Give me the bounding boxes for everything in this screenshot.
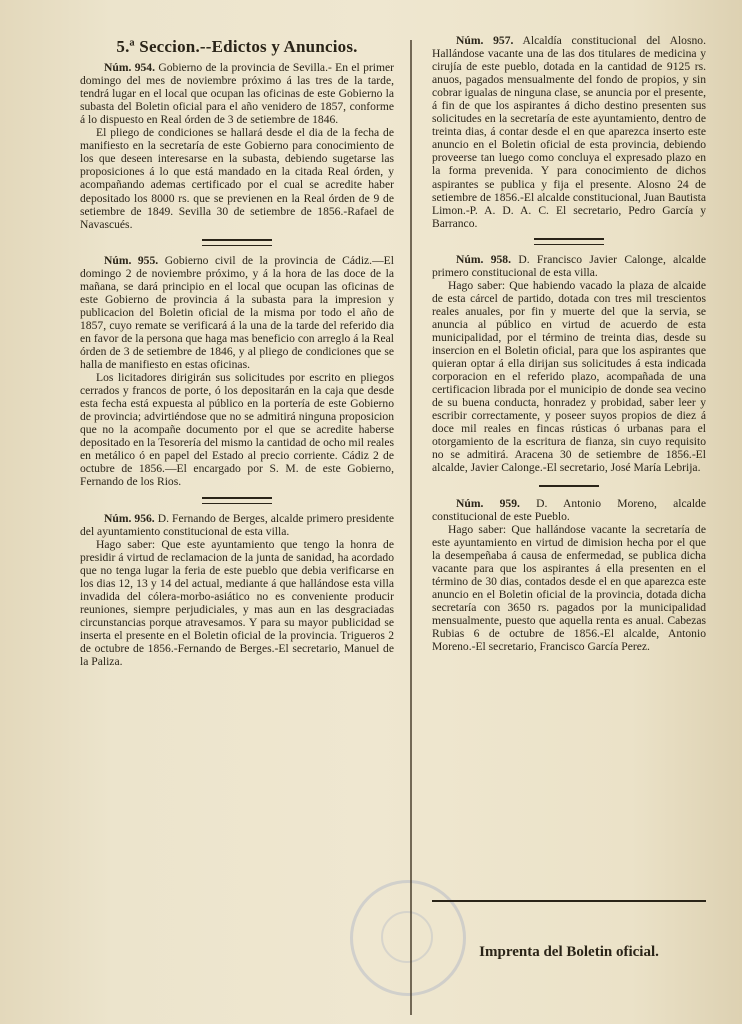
printer-imprint: Imprenta del Boletin oficial. <box>479 944 659 960</box>
notice-956-paragraph-1 <box>80 512 394 538</box>
notice-955-paragraph-2: Los licitadores dirigirán sus solicitudes por escrito en pliegos cerrados y francos de porte, ó los depositarán en la caja que desde esta fecha está expuesta al público en la portería de este Gobierno de provincia; advirtiéndose que no se admitirá ninguna proposicion que no la acompañe documento por el que se acredite haberse depositado en la Tesorería del mismo la cantidad de ocho mil reales en metálico ó en papel del Estado al precio corriente. Cádiz 2 de octubre de 1856.—El encargado por S. M. de este Gobierno, Fernando de los Rios. <box>80 371 394 489</box>
separator <box>202 497 272 504</box>
notice-958-number: Núm. 958. <box>456 252 511 266</box>
notice-959-text: D. Antonio Moreno, alcalde constitucional de este Pueblo. <box>432 496 706 523</box>
notice-954-paragraph-2: El pliego de condiciones se hallará desde el dia de la fecha de manifiesto en la secretaría de este Gobierno para conocimiento de los que deseen interesarse en la subasta, debiendo sugetarse las proposiciones á lo que está mandado en la citada Real órden, y acompañando ademas certificado por el cual se acredite haber depositado los 8000 rs. que se previenen en la Real órden de 9 de setiembre de 1849. Sevilla 30 de setiembre de 1856.-Rafael de Navascués. <box>80 126 394 231</box>
notice-959-paragraph-1 <box>432 497 706 523</box>
notice-957-text: Alcaldía constitucional del Alosno. Hallándose vacante una de las dos titulares de medicina y cirujía de este pueblo, dotada en la cantidad de 9125 rs. anuos, pagados mensualmente del fondo de propios, y sin cobrar igualas de ninguna clase, se anuncia por el presente, á fin de que los aspirantes á dicho destino presenten sus solicitudes en la secretaría de este ayuntamiento, dentro de treinta dias, á contar desde el en que aparezca inserto este anuncio en el Boletin oficial de esta provincia, debiendo proveerse tan luego como concluya el expresado plazo en la forma prevenida. Y para conocimiento de dichos aspirantes se publica y fija el presente. Alosno 24 de setiembre de 1856.-El alcalde constitucional, Juan Bautista Limon.-P. A. D. A. C. El secretario, Pedro García y Barranco. <box>432 34 706 230</box>
notice-956-paragraph-2: Hago saber: Que este ayuntamiento que tengo la honra de presidir á virtud de reclamacion de la junta de sanidad, ha acordado que no tenga lugar la feria de este pueblo que debia verificarse en los dias 12, 13 y 14 del actual, mediante á que hallándose esta villa invadida del cólera-morbo-asiático no es conveniente producir reuniones, siempre perjudiciales, y mas aun en las desgraciadas circunstancias porque atravesamos. Y para su mayor publicidad se inserta el presente en el Boletin oficial de la provincia. Trigueros 2 de octubre de 1856.-Fernando de Berges.-El secretario, Manuel de la Paliza. <box>80 537 394 669</box>
separator <box>202 239 272 246</box>
notice-956-number: Núm. 956. <box>104 511 155 525</box>
notice-958-paragraph-2: Hago saber: Que habiendo vacado la plaza de alcaide de esta cárcel de partido, dotada con tres mil trescientos reales anuales, por fin y muerte del que la servia, se anuncia al público en virtud de acuerdo de esta municipalidad, por el término de treinta dias, desde su insercion en el Boletin oficial, para que los aspirantes que quieran optar á ella dirijan sus solicitudes á esta indicada corporacion en el referido plazo, acompañada de una certificacion librada por el municipio de donde sea vecino de su buena conducta, honradez y probidad, saber leer y escribir correctamente, y poseer suyos propios de diez á doce mil reales en fincas rústicas ó urbanas para el otorgamiento de la escritura de fianza, sin cuyo requisito no se admitirá. Aracena 30 de setiembre de 1856.-El alcalde, Javier Calonge.-El secretario, José María Lebrija. <box>432 278 706 475</box>
notice-954-number: Núm. 954. <box>104 61 156 75</box>
library-stamp <box>350 880 466 996</box>
separator <box>534 238 604 245</box>
notice-955-number: Núm. 955. <box>104 253 159 267</box>
closing-rule <box>432 900 706 902</box>
section-title: 5.ª Seccion.--Edictos y Anuncios. <box>116 37 358 56</box>
notice-958-text: D. Francisco Javier Calonge, alcalde primero constitucional de esta villa. <box>432 252 706 279</box>
notice-958-paragraph-1 <box>432 253 706 279</box>
separator <box>539 485 599 487</box>
notice-956-text: D. Fernando de Berges, alcalde primero presidente del ayuntamiento constitucional de esta villa. <box>80 511 394 538</box>
notice-959-number: Núm. 959. <box>456 496 520 510</box>
column-divider <box>410 40 412 1015</box>
notice-954-text: Gobierno de la provincia de Sevilla.- En el primer domingo del mes de noviembre próximo á las tres de la tarde, tendrá lugar en el local que ocupan las oficinas de este Gobierno la subasta del Boletin oficial para el año venidero de 1857, conforme á lo dispuesto en Real órden de 3 de setiembre de 1846. <box>80 61 394 127</box>
right-column <box>432 34 706 653</box>
notice-954-paragraph-1 <box>80 61 394 126</box>
notice-957-paragraph-1 <box>432 34 706 230</box>
left-column <box>80 34 394 668</box>
notice-955-text: Gobierno civil de la provincia de Cádiz.—El domingo 2 de noviembre próximo, y á la hora de las doce de la mañana, se dará principio en el local que ocupan las oficinas de este Gobierno de provincia á la subasta para la impresion y publicacion del Boletin oficial de la misma por todo el año de 1857, cuyo remate se verificará á la una de la tarde del referido dia en favor de la persona que haga mas beneficio con arreglo á la Real órden de 3 de setiembre de 1846, y al pliego de condiciones que se halla de manifiesto en estas oficinas. <box>80 253 394 372</box>
notice-957-number: Núm. 957. <box>456 34 514 47</box>
notice-955-paragraph-1 <box>80 254 394 371</box>
notice-959-paragraph-2: Hago saber: Que hallándose vacante la secretaría de este ayuntamiento en virtud de dimision hecha por el que la desempeñaba á causa de enfermedad, se publica dicha vacante para que los aspirantes á ella presenten en el término de 30 dias, contados desde el en que aparezca este anuncio en el Boletin oficial de la provincia, dotada dicha secretaría con 3650 rs. pagados por la municipalidad mensualmente, puesto que aquella renta es anual. Cabezas Rubias 6 de octubre de 1856.-El alcalde, Antonio Moreno.-El secretario, Francisco García Perez. <box>432 522 706 654</box>
